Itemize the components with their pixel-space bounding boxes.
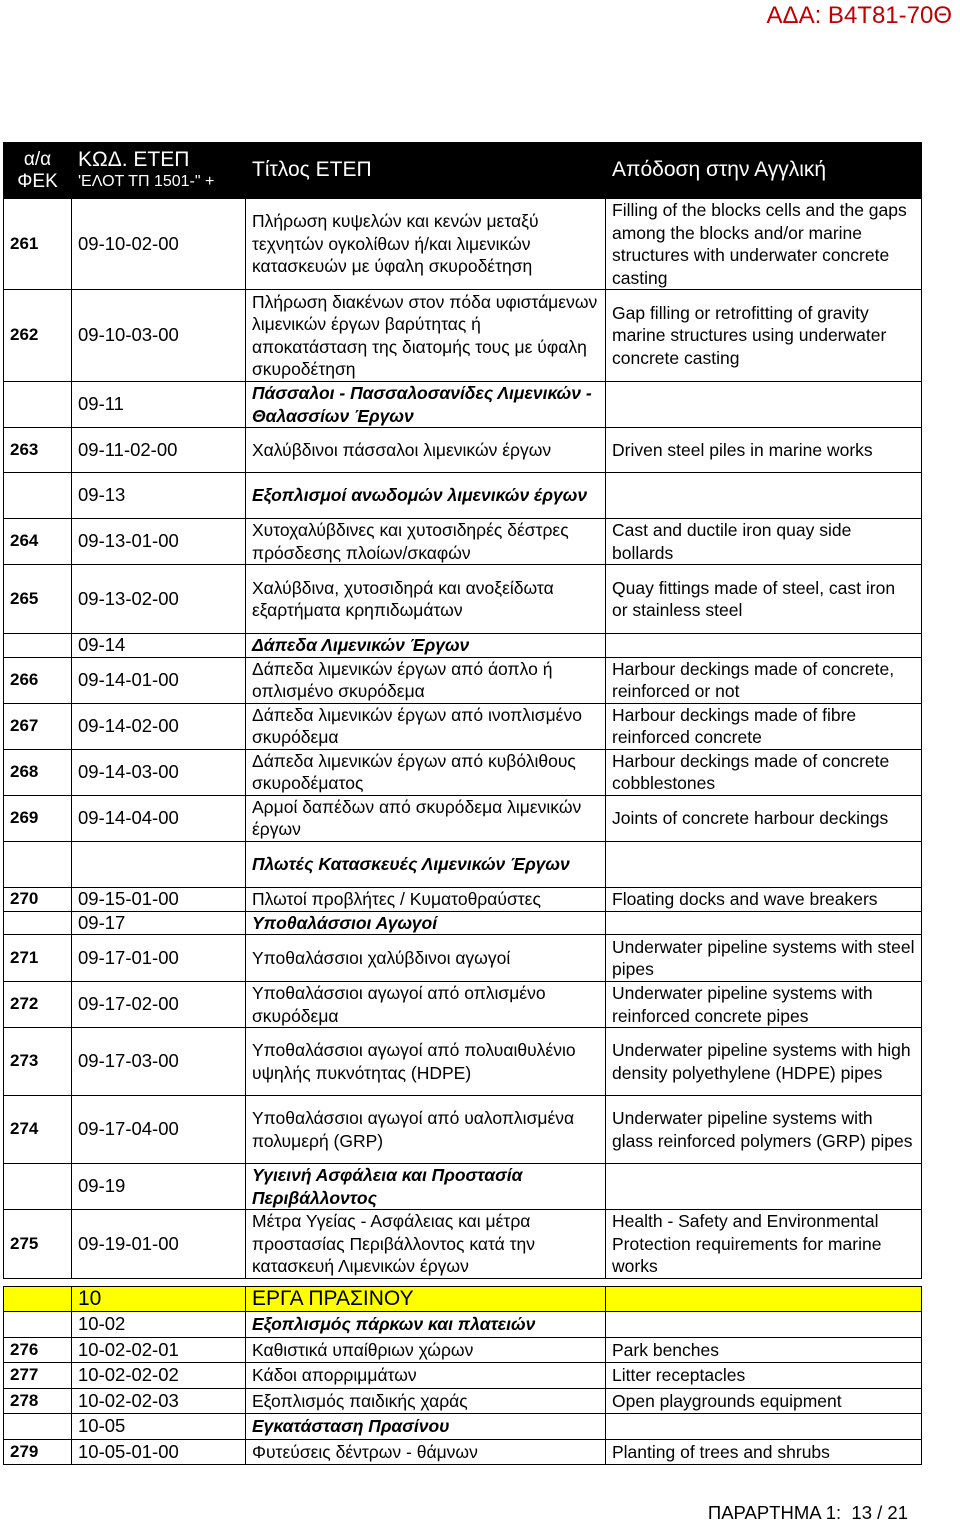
cell-title: Πλωτές Κατασκευές Λιμενικών Έργων [246, 841, 606, 887]
cell-aa [4, 1164, 72, 1210]
cell-code: 09-17 [72, 911, 246, 935]
cell-english: Floating docks and wave breakers [606, 887, 922, 911]
cell-english [606, 1312, 922, 1338]
table-row [4, 1363, 922, 1389]
group-row [4, 1312, 922, 1338]
cell-english: Health - Safety and Environmental Protection requirements for marine works [606, 1210, 922, 1279]
cell-aa: 261 [4, 199, 72, 290]
etep-table [3, 142, 922, 1279]
header-kod [72, 143, 246, 199]
cell-english: Harbour deckings made of concrete cobblestones [606, 749, 922, 795]
cell-english: Joints of concrete harbour deckings [606, 795, 922, 841]
cell-aa: 277 [4, 1363, 72, 1389]
cell-english: Litter receptacles [606, 1363, 922, 1389]
cell-title: Χαλύβδινα, χυτοσιδηρά και ανοξείδωτα εξαρτήματα κρηπιδωμάτων [246, 565, 606, 634]
cell-title: Πλήρωση κυψελών και κενών μεταξύ τεχνητών ογκολίθων ή/και λιμενικών κατασκευών με ύφαλη σκυροδέτηση [246, 199, 606, 290]
cell-code: 09-13-01-00 [72, 519, 246, 565]
cell-code: 09-17-02-00 [72, 982, 246, 1028]
cell-title: Πάσσαλοι - Πασσαλοσανίδες Λιμενικών - Θαλασσίων Έργων [246, 382, 606, 428]
cell-english [606, 634, 922, 658]
group-row [4, 1414, 922, 1440]
cell-english [606, 1164, 922, 1210]
cell-english: Underwater pipeline systems with high density polyethylene (HDPE) pipes [606, 1028, 922, 1096]
cell-title: Εξοπλισμός παιδικής χαράς [246, 1389, 606, 1414]
table-row [4, 428, 922, 473]
cell-title: Υποθαλάσσιοι Αγωγοί [246, 911, 606, 935]
cell-code: 09-10-02-00 [72, 199, 246, 290]
header-kod-line1: ΚΩΔ. ΕΤΕΠ [78, 147, 190, 171]
cell-aa [4, 1287, 72, 1312]
table-row [4, 199, 922, 290]
cell-code: 09-14 [72, 634, 246, 658]
cell-aa: 268 [4, 749, 72, 795]
header-title: Τίτλος ΕΤΕΠ [246, 143, 606, 199]
cell-code: 10-02 [72, 1312, 246, 1338]
table-row [4, 1338, 922, 1363]
cell-english: Park benches [606, 1338, 922, 1363]
cell-aa: 276 [4, 1338, 72, 1363]
cell-title: Μέτρα Υγείας - Ασφάλειας και μέτρα προστασίας Περιβάλλοντος κατά την κατασκευή Λιμενικών έργων [246, 1210, 606, 1279]
cell-aa: 275 [4, 1210, 72, 1279]
group-row [4, 911, 922, 935]
cell-code: 09-17-03-00 [72, 1028, 246, 1096]
cell-english [606, 1287, 922, 1312]
cell-code: 09-15-01-00 [72, 887, 246, 911]
cell-english [606, 1414, 922, 1440]
cell-aa: 271 [4, 935, 72, 982]
group-row [4, 1164, 922, 1210]
cell-english: Filling of the blocks cells and the gaps among the blocks and/or marine structures with underwater concrete casting [606, 199, 922, 290]
cell-english: Quay fittings made of steel, cast iron or stainless steel [606, 565, 922, 634]
header-english: Απόδοση στην Αγγλική [606, 143, 922, 199]
cell-english: Harbour deckings made of concrete, reinforced or not [606, 657, 922, 703]
header-aa: α/α ΦΕΚ [4, 143, 72, 199]
cell-title: Δάπεδα λιμενικών έργων από άοπλο ή οπλισμένο σκυρόδεμα [246, 657, 606, 703]
cell-aa: 272 [4, 982, 72, 1028]
table-row [4, 565, 922, 634]
cell-title: Υποθαλάσσιοι χαλύβδινοι αγωγοί [246, 935, 606, 982]
cell-title: Κάδοι απορριμμάτων [246, 1363, 606, 1389]
cell-code: 10 [72, 1287, 246, 1312]
cell-aa: 269 [4, 795, 72, 841]
cell-code: 09-14-01-00 [72, 657, 246, 703]
cell-english: Gap filling or retrofitting of gravity marine structures using underwater concrete casting [606, 290, 922, 382]
cell-aa: 262 [4, 290, 72, 382]
cell-code: 09-19 [72, 1164, 246, 1210]
cell-code: 09-11-02-00 [72, 428, 246, 473]
footer-label: ΠΑΡΑΡΤΗΜΑ 1: [707, 1502, 842, 1523]
cell-aa [4, 634, 72, 658]
cell-english: Underwater pipeline systems with steel pipes [606, 935, 922, 982]
table-row [4, 982, 922, 1028]
cell-english: Open playgrounds equipment [606, 1389, 922, 1414]
cell-title: Υποθαλάσσιοι αγωγοί από πολυαιθυλένιο υψηλής πυκνότητας (HDPE) [246, 1028, 606, 1096]
table-header [4, 143, 922, 199]
table-row [4, 1028, 922, 1096]
cell-title: Δάπεδα Λιμενικών Έργων [246, 634, 606, 658]
table-row [4, 887, 922, 911]
cell-aa [4, 1414, 72, 1440]
cell-code: 10-05 [72, 1414, 246, 1440]
cell-code: 10-02-02-03 [72, 1389, 246, 1414]
cell-aa: 279 [4, 1440, 72, 1465]
cell-aa: 265 [4, 565, 72, 634]
cell-title: Χυτοχαλύβδινες και χυτοσιδηρές δέστρες πρόσδεσης πλοίων/σκαφών [246, 519, 606, 565]
table-row [4, 1096, 922, 1164]
cell-code: 10-05-01-00 [72, 1440, 246, 1465]
cell-aa [4, 382, 72, 428]
group-row [4, 634, 922, 658]
cell-title: Φυτεύσεις δέντρων - θάμνων [246, 1440, 606, 1465]
cell-aa: 273 [4, 1028, 72, 1096]
table-row [4, 1389, 922, 1414]
cell-english [606, 382, 922, 428]
cell-aa [4, 841, 72, 887]
table-row [4, 657, 922, 703]
cell-aa: 270 [4, 887, 72, 911]
cell-code: 09-14-04-00 [72, 795, 246, 841]
table-row [4, 795, 922, 841]
cell-title: Αρμοί δαπέδων από σκυρόδεμα λιμενικών έργων [246, 795, 606, 841]
table-row [4, 935, 922, 982]
table-row [4, 749, 922, 795]
cell-aa [4, 1312, 72, 1338]
cell-title: Χαλύβδινοι πάσσαλοι λιμενικών έργων [246, 428, 606, 473]
cell-code: 09-13 [72, 473, 246, 519]
group-row [4, 841, 922, 887]
cell-aa: 264 [4, 519, 72, 565]
table-row [4, 519, 922, 565]
header-kod-line2: 'ΕΛΟΤ ΤΠ 1501-" + [78, 172, 215, 190]
table-row [4, 1210, 922, 1279]
section-row [4, 1287, 922, 1312]
cell-english [606, 473, 922, 519]
table-row [4, 290, 922, 382]
cell-title: Δάπεδα λιμενικών έργων από ινοπλισμένο σκυρόδεμα [246, 703, 606, 749]
cell-code: 09-14-03-00 [72, 749, 246, 795]
cell-code: 09-19-01-00 [72, 1210, 246, 1279]
cell-code: 09-11 [72, 382, 246, 428]
page-footer [708, 1502, 908, 1524]
cell-english: Underwater pipeline systems with reinforced concrete pipes [606, 982, 922, 1028]
cell-code: 10-02-02-01 [72, 1338, 246, 1363]
cell-aa: 274 [4, 1096, 72, 1164]
footer-page: 13 / 21 [851, 1502, 908, 1523]
cell-code: 09-14-02-00 [72, 703, 246, 749]
cell-title: Εξοπλισμός πάρκων και πλατειών [246, 1312, 606, 1338]
cell-title: Υποθαλάσσιοι αγωγοί από υαλοπλισμένα πολυμερή (GRP) [246, 1096, 606, 1164]
ada-code: ΑΔΑ: Β4Τ81-70Θ [766, 2, 952, 29]
cell-title: Καθιστικά υπαίθριων χώρων [246, 1338, 606, 1363]
cell-title: Δάπεδα λιμενικών έργων από κυβόλιθους σκυροδέματος [246, 749, 606, 795]
table-row [4, 703, 922, 749]
cell-title: ΕΡΓΑ ΠΡΑΣΙΝΟΥ [246, 1287, 606, 1312]
group-row [4, 382, 922, 428]
cell-english [606, 841, 922, 887]
cell-code: 10-02-02-02 [72, 1363, 246, 1389]
cell-title: Υγιεινή Ασφάλεια και Προστασία Περιβάλλοντος [246, 1164, 606, 1210]
cell-code: 09-10-03-00 [72, 290, 246, 382]
cell-english: Cast and ductile iron quay side bollards [606, 519, 922, 565]
cell-english: Underwater pipeline systems with glass reinforced polymers (GRP) pipes [606, 1096, 922, 1164]
cell-code [72, 841, 246, 887]
table-row [4, 1440, 922, 1465]
cell-code: 09-13-02-00 [72, 565, 246, 634]
etep-table-green [3, 1286, 922, 1465]
cell-english: Harbour deckings made of fibre reinforced concrete [606, 703, 922, 749]
cell-aa [4, 911, 72, 935]
cell-title: Πλωτοί προβλήτες / Κυματοθραύστες [246, 887, 606, 911]
cell-aa: 266 [4, 657, 72, 703]
cell-code: 09-17-04-00 [72, 1096, 246, 1164]
cell-title: Εξοπλισμοί ανωδομών λιμενικών έργων [246, 473, 606, 519]
cell-title: Εγκατάσταση Πρασίνου [246, 1414, 606, 1440]
cell-title: Πλήρωση διακένων στον πόδα υφιστάμενων λιμενικών έργων βαρύτητας ή αποκατάσταση της διατομής τους με ύφαλη σκυροδέτηση [246, 290, 606, 382]
cell-aa: 263 [4, 428, 72, 473]
cell-aa: 267 [4, 703, 72, 749]
cell-english: Driven steel piles in marine works [606, 428, 922, 473]
cell-english: Planting of trees and shrubs [606, 1440, 922, 1465]
cell-aa [4, 473, 72, 519]
cell-english [606, 911, 922, 935]
cell-title: Υποθαλάσσιοι αγωγοί από οπλισμένο σκυρόδεμα [246, 982, 606, 1028]
cell-code: 09-17-01-00 [72, 935, 246, 982]
group-row [4, 473, 922, 519]
cell-aa: 278 [4, 1389, 72, 1414]
